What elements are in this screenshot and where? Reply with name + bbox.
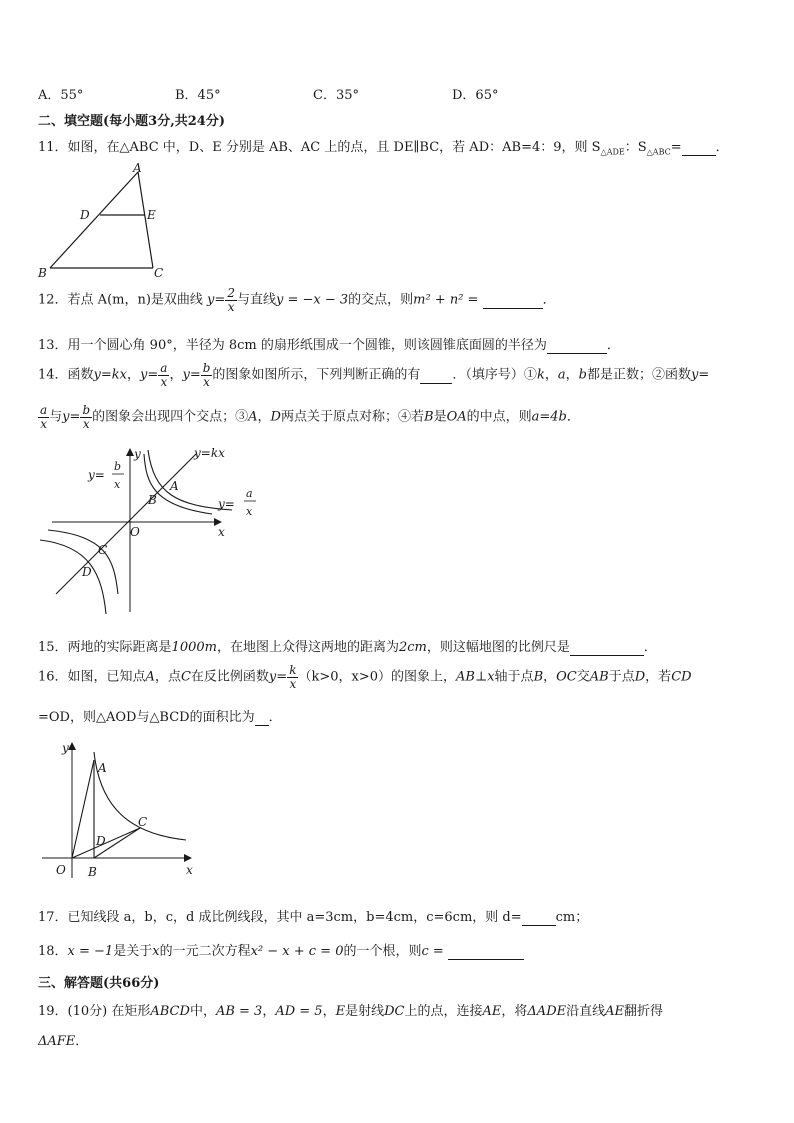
answer-blank-12 xyxy=(483,293,543,309)
answer-blank-14 xyxy=(420,368,452,384)
label-a: A xyxy=(133,161,142,175)
label-c: C xyxy=(98,543,108,557)
answer-blank-15 xyxy=(570,640,644,656)
label-y-axis: y xyxy=(134,447,141,461)
svg-text:b: b xyxy=(114,460,122,473)
answer-blank-11 xyxy=(682,140,716,156)
svg-text:x: x xyxy=(246,505,253,518)
label-c: C xyxy=(138,815,148,829)
svg-text:a: a xyxy=(246,487,253,500)
label-x-axis: x xyxy=(186,863,193,877)
question-19-line-2: ΔAFE． xyxy=(38,1034,89,1049)
fraction-2-over-x: $\frac{2}{x}$ xyxy=(227,286,235,314)
label-b: B xyxy=(88,865,97,879)
label-a: A xyxy=(170,479,179,493)
section-title-solutions: 三、解答题(共66分) xyxy=(38,976,160,991)
label-y-b-over-x: y= xyxy=(88,468,105,482)
answer-blank-16 xyxy=(255,710,269,726)
label-c: C xyxy=(154,266,164,280)
question-14-line-1: 14．函数y=kx，y= $\frac{a}{x}$ ，y= $\frac{b}{x}$ 的图象如图所示，下列判断正确的有 ．（填序号）①k，a，b都是正数；②函数y= xyxy=(38,361,710,389)
label-b: B xyxy=(148,493,157,507)
label-d: D xyxy=(82,565,92,579)
label-d: D xyxy=(96,834,106,848)
option-d: D．65° xyxy=(452,88,499,103)
label-o: O xyxy=(56,863,66,877)
figure-triangle-abc xyxy=(30,160,180,285)
svg-text:x: x xyxy=(114,478,121,491)
answer-blank-18 xyxy=(448,944,524,960)
question-16-line-2: =OD，则△AOD与△BCD的面积比为 ． xyxy=(38,710,282,725)
label-e: E xyxy=(147,208,156,222)
label-d: D xyxy=(80,208,90,222)
question-12: 12．若点 A(m，n)是双曲线 y= $\frac{2}{x}$ 与直线y = −x − 3的交点，则m² + n² = ． xyxy=(38,286,556,314)
question-13: 13．用一个圆心角 90°，半径为 8cm 的扇形纸围成一个圆锥，则该圆锥底面圆的半径为 ． xyxy=(38,338,620,353)
section-title-fill-blank: 二、填空题(每小题3分,共24分) xyxy=(38,114,225,129)
question-17: 17．已知线段 a，b，c，d 成比例线段，其中 a=3cm，b=4cm，c=6cm，则 d= cm； xyxy=(38,910,589,925)
option-c: C．35° xyxy=(313,88,359,103)
figure-reciprocal-function xyxy=(40,738,210,883)
label-b: B xyxy=(38,266,47,280)
answer-blank-17 xyxy=(522,910,556,926)
answer-blank-13 xyxy=(547,338,607,354)
label-y-axis: y xyxy=(62,741,69,755)
question-19-line-1: 19．(10分) 在矩形ABCD中，AB = 3，AD = 5，E是射线DC上的点，连接AE，将ΔADE沿直线AE翻折得 xyxy=(38,1004,664,1019)
question-15: 15．两地的实际距离是1000m，在地图上众得这两地的距离为2cm，则这幅地图的比例尺是 ． xyxy=(38,640,657,655)
label-o: O xyxy=(130,525,140,539)
question-11: 11．如图，在△ABC 中，D、E 分别是 AB、AC 上的点，且 DE∥BC，若 AD：AB=4：9，则 $S_{\triangle ADE}$：$S_{\triangle ABC}=$ ． xyxy=(38,140,729,157)
question-16-line-1: 16．如图，已知点A，点C在反比例函数y= $\frac{k}{x}$ （k>0，x>0）的图象上，AB⊥x轴于点B，OC交AB于点D，若CD xyxy=(38,663,692,691)
label-y-kx: y=kx xyxy=(194,446,225,460)
label-y-a-over-x: y= xyxy=(218,497,235,511)
label-a: A xyxy=(98,761,107,775)
question-14-line-2: $\frac{a}{x}$ 与y= $\frac{b}{x}$ 的图象会出现四个交点；③A，D两点关于原点对称；④若B是OA的中点，则a=4b． xyxy=(40,403,580,431)
question-18: 18．x = −1是关于x的一元二次方程x² − x + c = 0的一个根，则c = xyxy=(38,940,524,960)
figure-inverse-functions xyxy=(36,444,276,619)
label-x-axis: x xyxy=(218,525,225,539)
option-b: B．45° xyxy=(175,88,221,103)
option-a: A．55° xyxy=(38,88,84,103)
